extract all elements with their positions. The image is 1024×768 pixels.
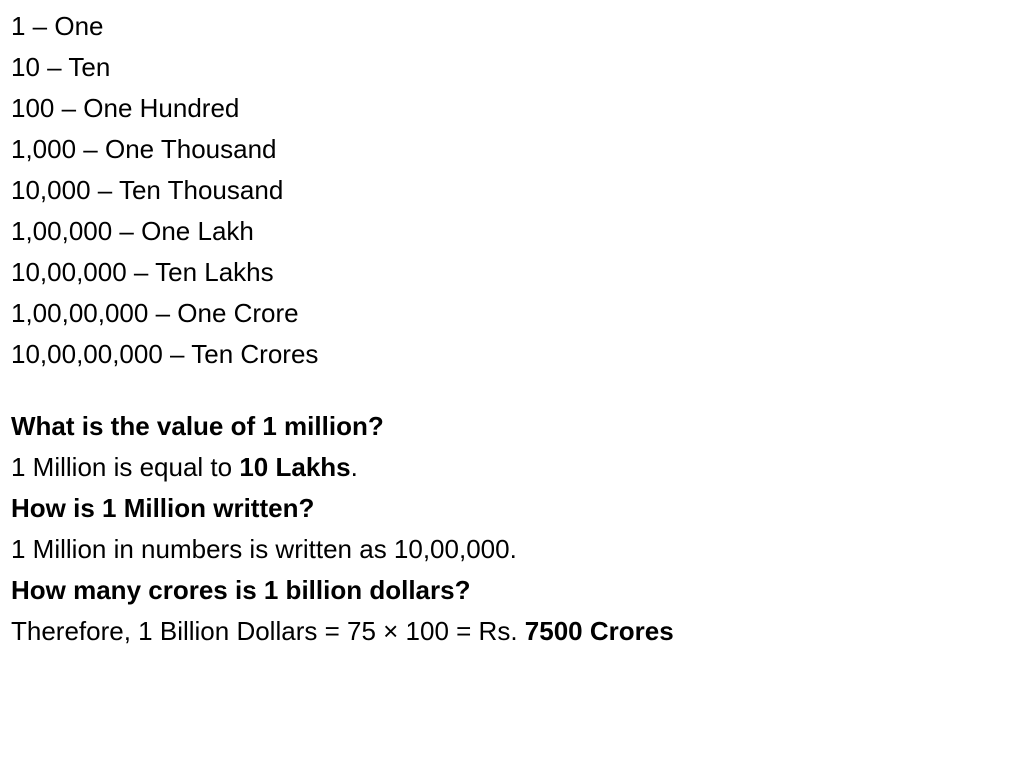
faq-answer-3-text: Therefore, 1 Billion Dollars = 75 × 100 = Rs. bbox=[11, 616, 525, 646]
faq-answer-3-highlight: 7500 Crores bbox=[524, 616, 674, 646]
faq-question-1: What is the value of 1 million? bbox=[11, 411, 384, 441]
faq-answer-1-text: 1 Million is equal to bbox=[11, 452, 240, 482]
faq-answer-3 bbox=[11, 611, 1011, 652]
number-names-list bbox=[11, 6, 1011, 375]
faq-question-3: How many crores is 1 billion dollars? bbox=[11, 575, 471, 605]
number-name-line: 10,00,00,000 – Ten Crores bbox=[11, 339, 319, 369]
number-name-line: 10 – Ten bbox=[11, 52, 111, 82]
slide-content bbox=[11, 6, 1011, 652]
number-name-line: 1,00,000 – One Lakh bbox=[11, 216, 254, 246]
faq-question-2: How is 1 Million written? bbox=[11, 493, 315, 523]
faq-answer-1-highlight: 10 Lakhs bbox=[239, 452, 351, 482]
number-name-line: 10,000 – Ten Thousand bbox=[11, 175, 284, 205]
faq-section bbox=[11, 406, 1011, 652]
number-name-line: 100 – One Hundred bbox=[11, 93, 240, 123]
faq-answer-1-period: . bbox=[350, 452, 358, 482]
section-spacer bbox=[11, 375, 1011, 406]
number-name-line: 1 – One bbox=[11, 11, 104, 41]
faq-answer-2: 1 Million in numbers is written as 10,00,000. bbox=[11, 534, 517, 564]
number-name-line: 1,00,00,000 – One Crore bbox=[11, 298, 299, 328]
faq-answer-1 bbox=[11, 447, 1011, 488]
number-name-line: 1,000 – One Thousand bbox=[11, 134, 277, 164]
number-name-line: 10,00,000 – Ten Lakhs bbox=[11, 257, 274, 287]
